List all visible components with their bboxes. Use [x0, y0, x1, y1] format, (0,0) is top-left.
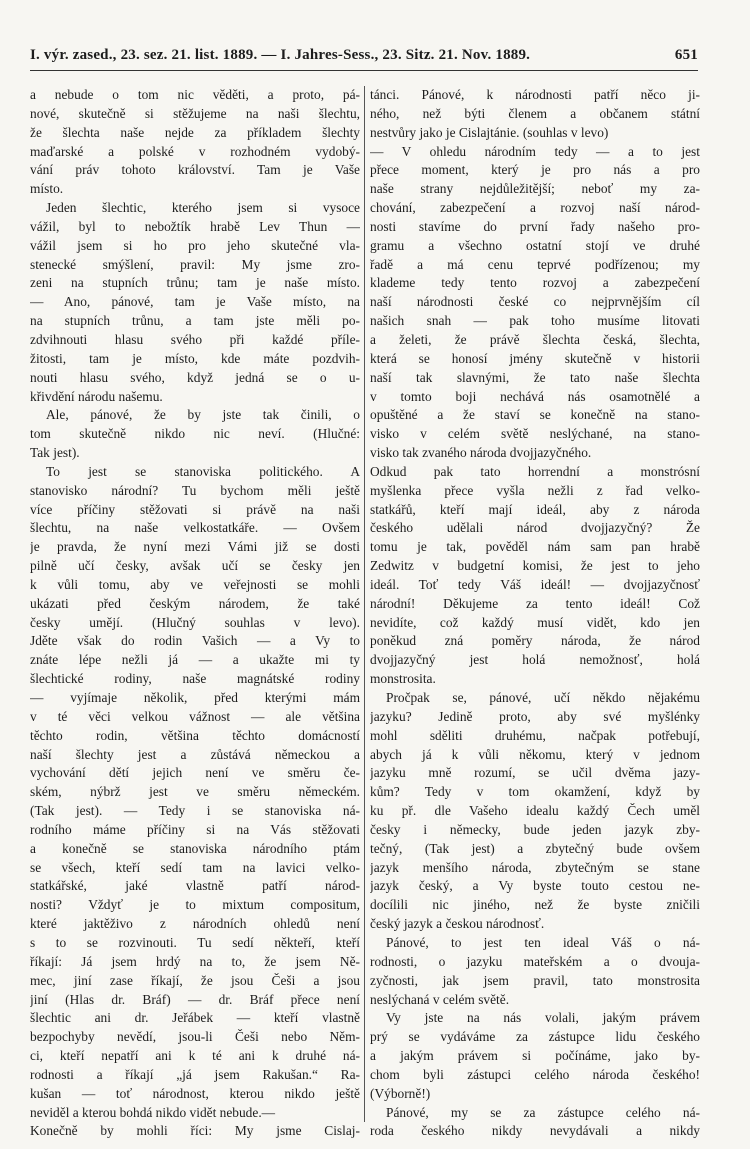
right-column-line: Odkud pak tato horrendní a monstrósní [370, 463, 700, 479]
right-column-line: naší národnosti české co nejprvnějším cíl [370, 294, 700, 310]
left-column-line: je pravda, že nyní mezi Vámi již se dosti [30, 539, 360, 555]
right-column-line: v tomto boji nechává nás osamotnělé a [370, 388, 700, 404]
right-column-line: nestvůry jako je Cislajtánie. (souhlas v levo) [370, 124, 609, 140]
left-column-line: těchto rodin, většina těchto domácností [30, 727, 360, 743]
left-column-line: nosti? Vždyť je to mixtum compositum, [30, 897, 360, 913]
left-column-line: ském, nýbrž jest ve směru německém. [30, 784, 360, 800]
left-column-line: rodnosti a říkají „já jsem Rakušan.“ Ra- [30, 1066, 360, 1082]
left-column-line: vání práv tohoto království. Tam je Vaše [30, 162, 360, 178]
right-column-line: a želeti, že právě šlechta česká, šlechta, [370, 331, 700, 347]
right-column-line: klademe tedy tento rozvoj a zabezpečení [370, 275, 700, 291]
left-column-line: na stupních trůnu, a tam jste měli po- [30, 313, 360, 329]
right-column-line: abych já k vůli někomu, který v jednom [370, 746, 700, 762]
right-column-line: a jakým právem si počínáme, jako by- [370, 1048, 700, 1064]
left-column-line: vážil, byl to nebožtík hrabě Lev Thun — [30, 218, 360, 234]
left-column-line: mec, jiní zase říkají, že jsou Češi a jsou [30, 972, 360, 988]
right-column-line: monstrosita. [370, 671, 436, 687]
left-column-line: v té věci velkou vážnost — ale většina [30, 708, 360, 724]
right-column-line: jazyk menšího národa, zbytečným se stane [370, 859, 700, 875]
page-number: 651 [674, 47, 698, 63]
left-column-line: kušan — toť národnost, kterou nikdo ještě [30, 1085, 360, 1101]
left-column-line: místo. [30, 181, 64, 197]
left-column-line: ci, kteří nepatří ani k té ani k druhé ná- [30, 1048, 360, 1064]
left-column-line: a nebude o tom nic věděti, a proto, pá- [30, 87, 360, 102]
left-column-line: které jaktěživo z národních ohledů není [30, 916, 360, 932]
left-column-line: bezpochyby nevědí, jsou-li Češi nebo Něm- [30, 1029, 360, 1045]
left-column-line: a konečně se stanoviska národního ptám [30, 840, 360, 856]
left-column-line: naší šlechty jest a zůstává německou a [30, 746, 360, 762]
right-column-line: ku př. dle Vašeho idealu každý Čech uměl [370, 803, 700, 819]
column-divider [364, 86, 365, 1122]
left-column-line: Konečně by mohli říci: My jsme Cislaj- [30, 1123, 360, 1139]
right-column-line: jazyku? Jedině proto, aby své myšlénky [370, 708, 700, 724]
left-column-line: více příčiny stěžovati si právě na naši [30, 501, 360, 517]
right-column-line: rodnosti, o jazyku mateřském a o dvouja- [370, 953, 700, 969]
left-column-line: zeni na stupních trůnu; tam je naše místo. [30, 275, 360, 291]
right-column-line: ideál. Toť tedy Váš ideál! — dvojjazyčnosť [370, 576, 700, 592]
left-column-line: vážil jsem si ho pro jeho skutečné vla- [30, 237, 360, 253]
left-column-line: nouti hlasu svého, když jedná se o u- [30, 369, 360, 385]
right-column-line: chování, zabezpečení a rozvoj naší národ- [370, 200, 700, 216]
right-column-line: jazyku mně rozumí, se učil dvěma jazy- [370, 765, 700, 781]
right-column-line: Pánové, to jest ten ideal Váš o ná- [386, 934, 700, 950]
header-rule [30, 70, 698, 71]
right-column-line: našich snah — pak toho musíme litovati [370, 313, 700, 329]
right-column-line: tomu je tak, pověděl nám sam pan hrabě [370, 539, 700, 555]
right-column-line: chom byli zástupci celého národa českého! [370, 1066, 700, 1082]
left-column-line: Ale, pánové, že by jste tak činili, o [46, 407, 360, 423]
left-column-line: Tak jest). [30, 445, 80, 461]
left-column-line: — vyjímaje několik, před kterými mám [30, 690, 360, 705]
right-column-line: mohl sděliti druhému, načpak potřebují, [370, 727, 700, 743]
right-column-line: tánci. Pánové, k národnosti patří něco ji- [370, 87, 700, 102]
left-column-line: stanovisko národní? Tu bychom měli ještě [30, 482, 360, 498]
right-column-line: tečný, (Tak jest) a zbytečný bude ovšem [370, 840, 700, 856]
left-column-line: s to se rozvinouti. Tu sedí někteří, kteří [30, 934, 360, 950]
left-column-line: šlechtic ani dr. Jeřábek — kteří vlastně [30, 1010, 360, 1026]
right-column-line: Pánové, my se za zástupce celého ná- [386, 1104, 700, 1120]
right-column-line: statkářů, kteří mají ideál, aby z národa [370, 501, 700, 517]
right-column-line: roda českého nikdy nevydávali a nikdy [370, 1123, 700, 1139]
left-column-line: To jest se stanoviska politického. A [46, 463, 360, 479]
right-column-line: která se honosí jmény skutečně v historii [370, 350, 700, 366]
right-column-line: Vy jste na nás volali, jakým právem [386, 1010, 700, 1026]
right-column-line: dvojjazyčný jest holá nemožnosť, holá [370, 652, 700, 668]
left-column-line: šlechtické rodiny, naše magnátské rodiny [30, 671, 360, 687]
running-header-title: I. výr. zased., 23. sez. 21. list. 1889. — I. Jahres-Sess., 23. Sitz. 21. Nov. 1889. [30, 47, 531, 63]
left-column-line: pilně učí česky, avšak učí se česky jen [30, 558, 360, 574]
left-column-line: znáte lépe nežli já — a ukažte mi ty [30, 652, 360, 668]
left-column-line: statkářské, jaké vlastně patří národ- [30, 878, 360, 894]
right-column-line: visko tak zvaného národa dvojjazyčného. [370, 445, 592, 461]
left-column-line: česky umějí. (Hlučný souhlas v levo). [30, 614, 360, 630]
right-column-line: gramu a všechno ostatní stojí ve druhé [370, 237, 700, 253]
left-column-line: neviděl a kterou bohdá nikdo vidět nebude.— [30, 1104, 276, 1120]
right-column-line: (Výborně!) [370, 1085, 431, 1101]
right-column-line: přece moment, který je pro nás a pro [370, 162, 700, 178]
left-column-line: říkají: Já jsem hrdý na to, že jsem Ně- [30, 953, 360, 969]
running-header [30, 44, 698, 66]
left-column-line: — Ano, pánové, tam je Vaše místo, na [30, 294, 360, 310]
right-column-line: naše strany nejdůležitější; neboť my za- [370, 181, 700, 197]
right-column-line: — V ohledu národním tedy — a to jest [370, 143, 700, 159]
right-column-line: naší tak slavnými, že tato naše šlechta [370, 369, 700, 385]
left-column-line: vychování dětí jejich není ve směru če- [30, 765, 360, 781]
left-column-line: (Tak jest). — Tedy i se stanoviska ná- [30, 803, 360, 819]
left-column-line: křivdění národu našemu. [30, 388, 163, 404]
left-column-line: Jděte však do rodin Vašich — a Vy to [30, 633, 360, 649]
left-column-line: maďarské a polské v rozhodném vydobý- [30, 143, 360, 159]
left-column-line: nové, skutečně si stěžujeme na naši šlechtu, [30, 105, 360, 121]
right-column-line: prý se vydáváme za zástupce lidu českého [370, 1029, 700, 1045]
right-column-line: nevidíte, což každý musí vidět, kdo jen [370, 614, 700, 630]
left-column-line: že šlechta naše nejde za příkladem šlechty [30, 124, 360, 140]
right-column-line: český jazyk a českou národnosť. [370, 916, 545, 932]
left-column-line: se všech, kteří sedí tam na lavici velko- [30, 859, 360, 875]
left-column-line: rodního máme příčiny si na Vás stěžovati [30, 821, 360, 837]
right-column-line: jazyk český, a Vy byste touto cestou ne- [370, 878, 700, 894]
left-column-line: k vůli tomu, aby ve veřejnosti se mohli [30, 576, 360, 592]
right-column-line: nosti stavíme do první řady našeho pro- [370, 218, 700, 234]
left-column-line: ukázati před českým národem, že také [30, 595, 360, 611]
left-column-line: Jeden šlechtic, kterého jsem si vysoce [46, 200, 360, 216]
right-column-line: poněkud zná poměry národa, že národ [370, 633, 700, 649]
left-column [30, 86, 360, 1141]
right-column-line: kům? Tedy v tom okamžení, když by [370, 784, 700, 800]
right-column-line: českého udělali národ dvojjazyčný? Že [370, 520, 700, 536]
right-column-line: docílili nic jiného, než že byste zničili [370, 897, 700, 913]
right-column-line: Pročpak se, pánové, učí někdo nějakému [386, 690, 700, 705]
right-column-line: Zedwitz v budgetní komisi, že jest to jeho [370, 558, 700, 574]
right-column-line: řadě a má cenu teprvé podřízenou; my [370, 256, 700, 272]
right-column-line: česky i německy, bude jeden jazyk zby- [370, 821, 700, 837]
right-column-line: neslýchaná v celém světě. [370, 991, 510, 1007]
right-column-line: národní! Děkujeme za tento ideál! Což [370, 595, 700, 611]
right-column-line: myšlenka přece vyšla nežli z řad velko- [370, 482, 700, 498]
left-column-line: jiní (Hlas dr. Bráf) — dr. Bráf přece není [30, 991, 360, 1007]
right-column-line: visko v celém světě neslýchané, na stano- [370, 426, 700, 442]
left-column-line: žitosti, tam je místo, kde máte pozdvih- [30, 350, 360, 366]
right-column-line: zyčnosti, jak jsem pravil, tato monstrosita [370, 972, 700, 988]
right-column-line: opuštěné a že staví se konečně na stano- [370, 407, 700, 423]
left-column-line: zdvihnouti hlasu svého při každé příle- [30, 331, 360, 347]
right-column [370, 86, 700, 1141]
left-column-line: šlechtu, na naše velkostatkáře. — Ovšem [30, 520, 360, 536]
right-column-line: ného, než býti členem a občanem státní [370, 105, 700, 121]
left-column-line: tom skutečně nikdo nic neví. (Hlučné: [30, 426, 360, 442]
left-column-line: stenecké smýšlení, pravil: My jsme zro- [30, 256, 360, 272]
